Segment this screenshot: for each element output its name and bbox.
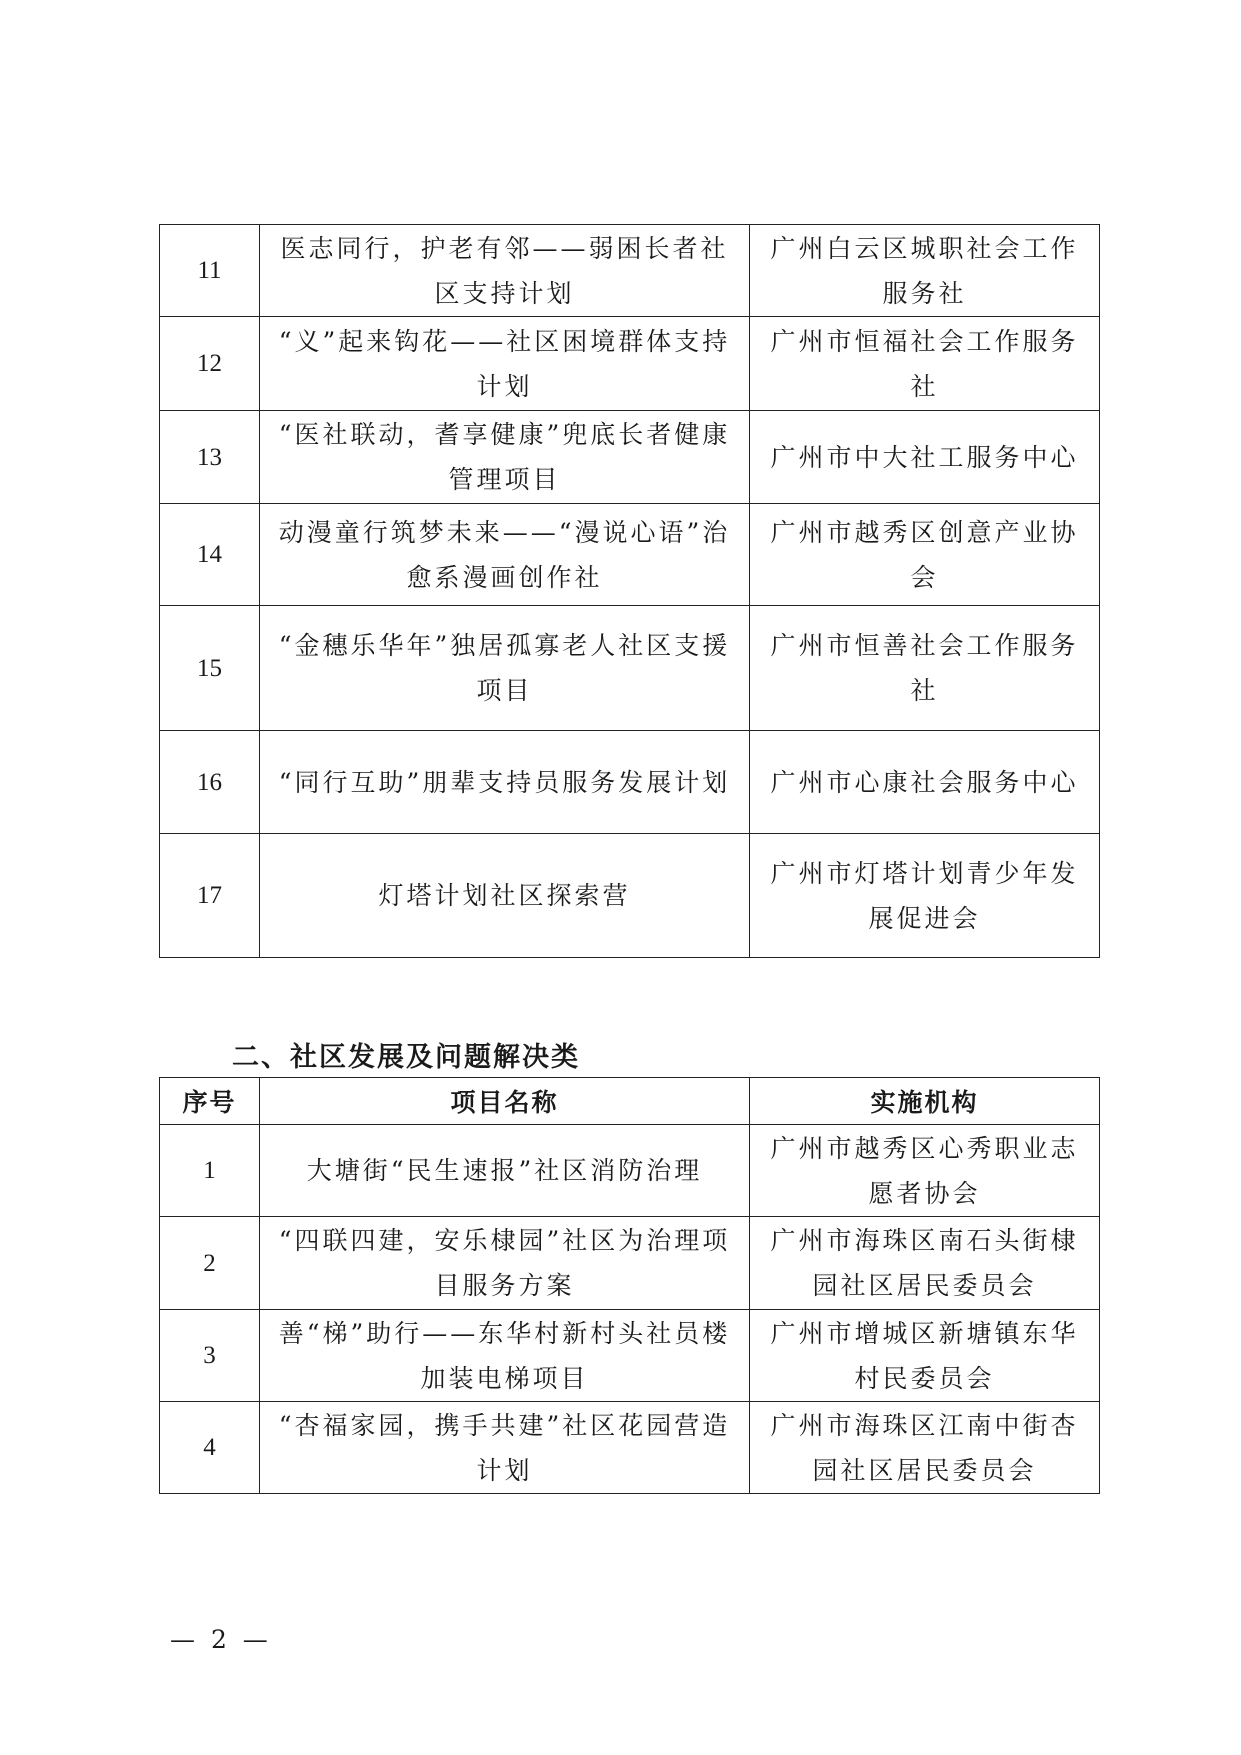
project-name: 动漫童行筑梦未来——“漫说心语”治愈系漫画创作社 <box>260 504 750 606</box>
row-number: 1 <box>160 1125 260 1217</box>
implementing-org: 广州市恒福社会工作服务社 <box>750 317 1100 411</box>
row-number: 15 <box>160 606 260 731</box>
row-number: 3 <box>160 1310 260 1402</box>
implementing-org: 广州市中大社工服务中心 <box>750 411 1100 504</box>
row-number: 13 <box>160 411 260 504</box>
project-name: “杏福家园，携手共建”社区花园营造计划 <box>260 1402 750 1494</box>
project-name: “同行互助”朋辈支持员服务发展计划 <box>260 731 750 834</box>
implementing-org: 广州市心康社会服务中心 <box>750 731 1100 834</box>
table-row <box>160 225 1100 317</box>
table-row <box>160 1310 1100 1402</box>
row-number: 12 <box>160 317 260 411</box>
implementing-org: 广州市海珠区南石头街棣园社区居民委员会 <box>750 1217 1100 1310</box>
page-number: — 2 — <box>170 1625 272 1654</box>
header-number: 序号 <box>160 1078 260 1125</box>
table-row <box>160 411 1100 504</box>
project-name: 善“梯”助行——东华村新村头社员楼加装电梯项目 <box>260 1310 750 1402</box>
project-name: “金穗乐华年”独居孤寡老人社区支援项目 <box>260 606 750 731</box>
header-project-name: 项目名称 <box>260 1078 750 1125</box>
implementing-org: 广州市越秀区心秀职业志愿者协会 <box>750 1125 1100 1217</box>
row-number: 16 <box>160 731 260 834</box>
table-row <box>160 834 1100 958</box>
implementing-org: 广州市增城区新塘镇东华村民委员会 <box>750 1310 1100 1402</box>
implementing-org: 广州市越秀区创意产业协会 <box>750 504 1100 606</box>
row-number: 4 <box>160 1402 260 1494</box>
table-row <box>160 1217 1100 1310</box>
row-number: 11 <box>160 225 260 317</box>
project-name: “四联四建，安乐棣园”社区为治理项目服务方案 <box>260 1217 750 1310</box>
section-heading: 二、社区发展及问题解决类 <box>232 1042 580 1073</box>
implementing-org: 广州白云区城职社会工作服务社 <box>750 225 1100 317</box>
project-table-community-development <box>159 1077 1100 1494</box>
table-row <box>160 317 1100 411</box>
table-row <box>160 606 1100 731</box>
project-table-continued <box>159 224 1100 958</box>
implementing-org: 广州市恒善社会工作服务社 <box>750 606 1100 731</box>
project-name: 大塘街“民生速报”社区消防治理 <box>260 1125 750 1217</box>
project-name: “医社联动，耆享健康”兜底长者健康管理项目 <box>260 411 750 504</box>
table-row <box>160 504 1100 606</box>
row-number: 14 <box>160 504 260 606</box>
row-number: 17 <box>160 834 260 958</box>
table-row <box>160 1402 1100 1494</box>
table-row <box>160 731 1100 834</box>
implementing-org: 广州市海珠区江南中街杏园社区居民委员会 <box>750 1402 1100 1494</box>
table-header-row <box>160 1078 1100 1125</box>
implementing-org: 广州市灯塔计划青少年发展促进会 <box>750 834 1100 958</box>
project-name: 医志同行，护老有邻——弱困长者社区支持计划 <box>260 225 750 317</box>
project-name: “义”起来钩花——社区困境群体支持计划 <box>260 317 750 411</box>
table-row <box>160 1125 1100 1217</box>
header-implementing-org: 实施机构 <box>750 1078 1100 1125</box>
row-number: 2 <box>160 1217 260 1310</box>
project-name: 灯塔计划社区探索营 <box>260 834 750 958</box>
